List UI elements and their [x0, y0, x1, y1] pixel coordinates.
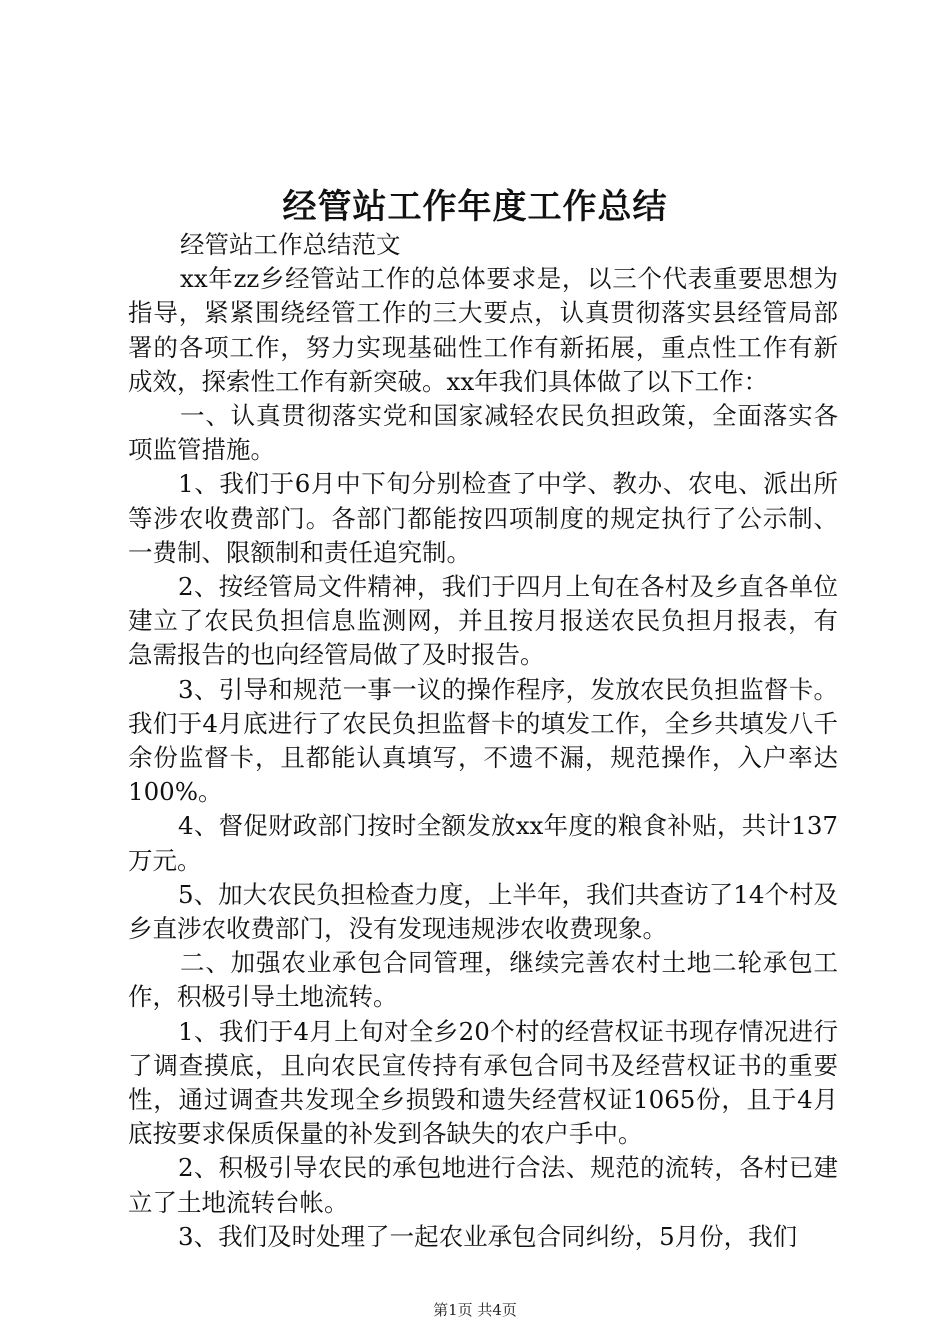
list-item: 3、引导和规范一事一议的操作程序，发放农民负担监督卡。我们于4月底进行了农民负担监督卡的填发工作，全乡共填发八千余份监督卡，且都能认真填写，不遗不漏，规范操作，入户率达100%。	[128, 674, 838, 807]
list-item: 1、我们于4月上旬对全乡20个村的经营权证书现存情况进行了调查摸底，且向农民宣传持有承包合同书及经营权证书的重要性，通过调查共发现全乡损毁和遗失经营权证1065份，且于4月底按要求保质保量的补发到各缺失的农户手中。	[128, 1016, 838, 1149]
document-title: 经管站工作年度工作总结	[282, 187, 668, 227]
subtitle-paragraph: 经管站工作总结范文	[180, 230, 401, 259]
list-item: 2、按经管局文件精神，我们于四月上旬在各村及乡直各单位建立了农民负担信息监测网，并且按月报送农民负担月报表，有急需报告的也向经管局做了及时报告。	[128, 572, 838, 670]
list-item: 1、我们于6月中下旬分别检查了中学、教办、农电、派出所等涉农收费部门。各部门都能按四项制度的规定执行了公示制、一费制、限额制和责任追究制。	[128, 469, 838, 567]
page-footer: 第1页 共4页	[433, 1301, 517, 1319]
list-item: 4、督促财政部门按时全额发放xx年度的粮食补贴，共计137万元。	[128, 811, 838, 875]
section-heading-2: 二、加强农业承包合同管理，继续完善农村土地二轮承包工作，积极引导土地流转。	[128, 948, 838, 1012]
list-item: 3、我们及时处理了一起农业承包合同纠纷，5月份，我们	[178, 1221, 798, 1251]
document-body	[128, 228, 838, 1254]
list-item: 2、积极引导农民的承包地进行合法、规范的流转，各村已建立了土地流转台帐。	[128, 1153, 838, 1217]
section-heading-1: 一、认真贯彻落实党和国家减轻农民负担政策，全面落实各项监管措施。	[128, 401, 838, 465]
intro-paragraph: xx年zz乡经管站工作的总体要求是，以三个代表重要思想为指导，紧紧围绕经管工作的三大要点，认真贯彻落实县经管局部署的各项工作，努力实现基础性工作有新拓展，重点性工作有新成效，探索性工作有新突破。xx年我们具体做了以下工作：	[128, 264, 838, 396]
list-item: 5、加大农民负担检查力度，上半年，我们共查访了14个村及乡直涉农收费部门，没有发现违规涉农收费现象。	[128, 879, 838, 944]
